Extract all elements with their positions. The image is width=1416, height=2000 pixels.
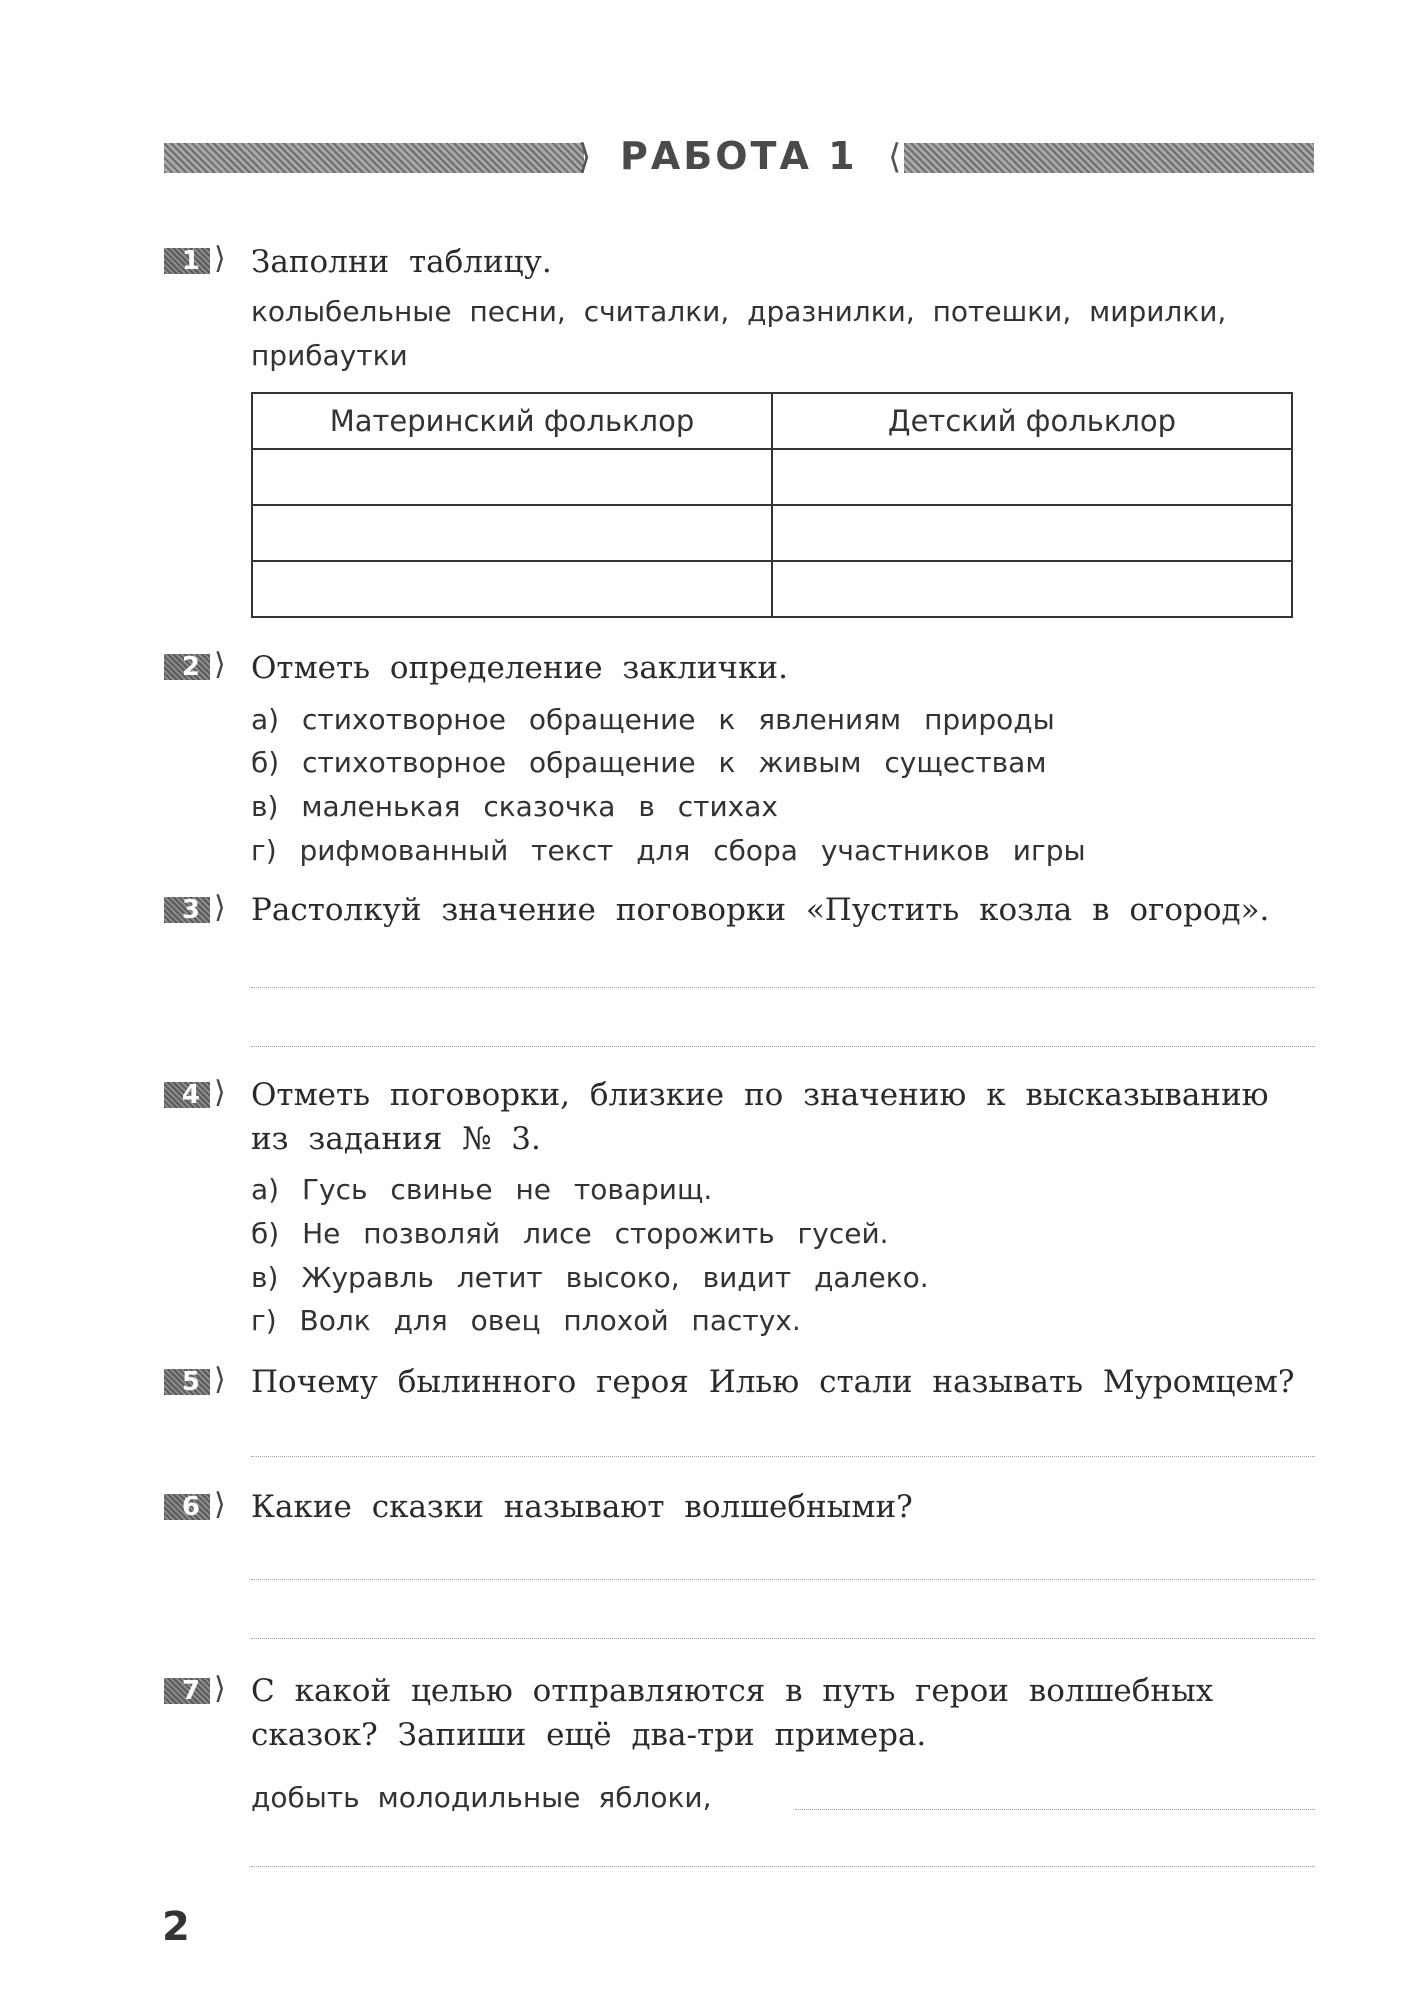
task-6-question: Какие сказки называют волшебными? xyxy=(251,1489,913,1525)
task-2-option-b[interactable]: б) стихотворное обращение к живым существам xyxy=(251,746,1047,779)
folklore-table xyxy=(251,392,1293,618)
answer-line[interactable] xyxy=(251,1456,1315,1457)
answer-line[interactable] xyxy=(251,987,1315,988)
task-2-option-c[interactable]: в) маленькая сказочка в стихах xyxy=(251,790,778,823)
task-number-badge: 2 ⟩ xyxy=(164,654,210,680)
answer-line[interactable] xyxy=(795,1809,1315,1810)
table-cell-input[interactable] xyxy=(772,561,1292,617)
task-4-option-b[interactable]: б) Не позволяй лисе сторожить гусей. xyxy=(251,1217,889,1250)
table-header-maternal: Материнский фольклор xyxy=(252,393,772,449)
task-4-question-line-2: из задания № 3. xyxy=(251,1121,541,1157)
table-row xyxy=(252,449,1292,505)
task-number-badge: 7 ⟩ xyxy=(164,1678,210,1704)
table-header-children: Детский фольклор xyxy=(772,393,1292,449)
task-number-badge: 3 ⟩ xyxy=(164,897,210,923)
task-7-question-line-2: сказок? Запиши ещё два-три примера. xyxy=(251,1717,927,1753)
task-number-badge: 6 ⟩ xyxy=(164,1494,210,1520)
table-cell-input[interactable] xyxy=(772,505,1292,561)
task-number-badge: 4 ⟩ xyxy=(164,1082,210,1108)
task-number-badge: 1 ⟩ xyxy=(164,248,210,274)
answer-line[interactable] xyxy=(251,1638,1315,1639)
task-4-option-a[interactable]: а) Гусь свинье не товарищ. xyxy=(251,1173,713,1206)
task-2-option-d[interactable]: г) рифмованный текст для сбора участников игры xyxy=(251,834,1086,867)
task-7-answer-start: добыть молодильные яблоки, xyxy=(251,1781,712,1814)
task-number-badge: 5 ⟩ xyxy=(164,1369,210,1395)
chevron-left-icon: ⟨ xyxy=(888,137,902,177)
table-cell-input[interactable] xyxy=(252,449,772,505)
header-band-right xyxy=(904,143,1314,173)
task-5-question: Почему былинного героя Илью стали называть Муромцем? xyxy=(251,1364,1295,1400)
task-2-option-a[interactable]: а) стихотворное обращение к явлениям природы xyxy=(251,703,1055,736)
table-cell-input[interactable] xyxy=(252,505,772,561)
task-3-question: Растолкуй значение поговорки «Пустить козла в огород». xyxy=(251,892,1270,928)
task-1-question: Заполни таблицу. xyxy=(251,244,552,280)
task-7-question-line-1: С какой целью отправляются в путь герои волшебных xyxy=(251,1673,1214,1709)
header-band-left xyxy=(164,143,584,173)
task-4-option-c[interactable]: в) Журавль летит высоко, видит далеко. xyxy=(251,1261,929,1294)
task-4-question-line-1: Отметь поговорки, близкие по значению к высказыванию xyxy=(251,1077,1269,1113)
table-cell-input[interactable] xyxy=(772,449,1292,505)
answer-line[interactable] xyxy=(251,1046,1315,1047)
task-4-option-d[interactable]: г) Волк для овец плохой пастух. xyxy=(251,1304,801,1337)
table-cell-input[interactable] xyxy=(252,561,772,617)
work-title: РАБОТА 1 xyxy=(620,134,858,178)
task-1-word-list-line-2: прибаутки xyxy=(251,339,408,372)
chevron-right-icon: ⟩ xyxy=(578,137,592,177)
answer-line[interactable] xyxy=(251,1579,1315,1580)
table-row xyxy=(252,505,1292,561)
table-row xyxy=(252,561,1292,617)
page-number: 2 xyxy=(162,1904,190,1950)
task-2-question: Отметь определение заклички. xyxy=(251,650,788,686)
task-1-word-list-line-1: колыбельные песни, считалки, дразнилки, потешки, мирилки, xyxy=(251,295,1227,328)
answer-line[interactable] xyxy=(251,1866,1315,1867)
